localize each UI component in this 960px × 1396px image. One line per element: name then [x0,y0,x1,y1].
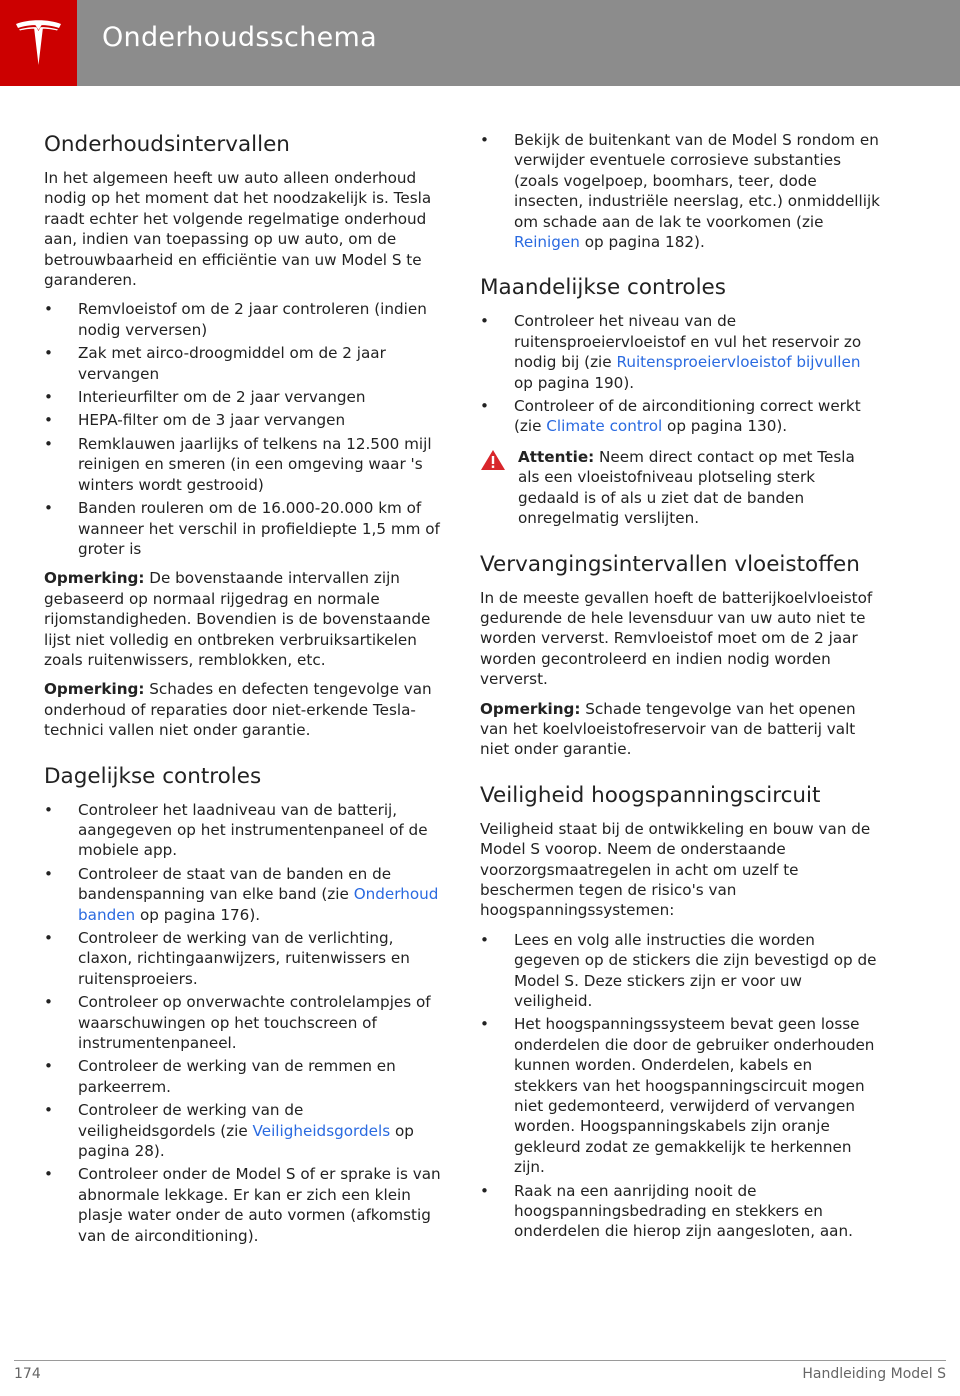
list-item: • Controleer de werking van de remmen en parkeerrem. [44,1057,396,1096]
list-item: • Controleer het laadniveau van de batterij, aangegeven op het instrumentenpaneel of de mobiele app. [44,800,428,860]
list-item: • Controleer de werking van de verlichting, claxon, richtingaanwijzers, ruitenwissers en ruitensproeiers. [44,929,410,988]
list-item: • Lees en volg alle instructies die worden gegeven op de stickers die zijn bevestigd op de Model S. Deze stickers zijn er voor uw veiligheid. [480,930,877,1010]
bullet-icon: • [480,312,489,331]
list-item: • Remvloeistof om de 2 jaar controleren (indien nodig verversen) [44,300,427,339]
bullet-icon: • [480,131,489,149]
bullet-icon: • [44,344,53,363]
link-ruitensproeiervloeistof[interactable]: Ruitensproeiervloeistof bijvullen [616,353,861,372]
right-column [480,130,880,1251]
link-climate-control[interactable]: Climate control [546,417,663,436]
section-heading-daily: Dagelijkse controles [44,763,262,789]
tesla-logo-icon [14,18,63,68]
list-item: • Zak met airco-droogmiddel om de 2 jaar vervangen [44,344,386,383]
section-heading-intervals: Onderhoudsintervallen [44,132,290,157]
bullet-icon: • [44,800,53,819]
page-title: Onderhoudsschema [102,22,377,53]
left-column [44,128,444,1255]
bullet-icon: • [44,1101,53,1120]
daily-list-continued [480,130,880,252]
fluids-text: In de meeste gevallen hoeft de batterijkoelvloeistof gedurende de hele levensduur van uw auto niet te worden ververst. Remvloeistof moet om de 2 jaar worden gecontroleerd en indien nodig worden ververst. [480,588,873,689]
section-heading-monthly: Maandelijkse controles [480,275,726,301]
link-reinigen[interactable]: Reinigen [514,233,580,252]
list-item: • Raak na een aanrijding nooit de hoogspanningsbedrading en stekkers en onderdelen die hierop zijn aangesloten, aan. [480,1181,853,1241]
bullet-icon: • [44,300,53,319]
list-item: • Het hoogspanningssysteem bevat geen losse onderdelen die door de gebruiker onderhouden kunnen worden. Onderdelen, kabels en stekkers van het hoogspanningscircuit mogen niet gedemonteerd, verwijderd of vervangen worden. Hoogspanningskabels zijn oranje gekleurd zodat ze gemakkelijk te herkennen zijn. [480,1015,875,1177]
list-item: • Controleer of de airconditioning correct werkt (zie Climate control op pagina 130). [480,397,861,436]
note-label: Opmerking: [44,569,145,588]
page-header [0,0,960,86]
note-label: Opmerking: [44,680,145,699]
bullet-icon: • [44,993,53,1012]
note-label: Opmerking: [480,699,581,718]
footer-title: Handleiding Model S [802,1366,946,1382]
footer-divider [14,1360,946,1361]
bullet-icon: • [44,1165,53,1184]
bullet-icon: • [44,864,53,883]
bullet-icon: • [480,397,489,416]
page-number: 174 [14,1366,41,1382]
daily-list [44,800,444,1247]
note-paragraph: Opmerking: De bovenstaande intervallen zijn gebaseerd op normaal rijgedrag en normale rijomstandigheden. Bovendien is de bovenstaande lijst niet volledig en ontbreken verbruiksartikelen zoals ruitenwissers, remblokken, etc. [44,569,431,669]
note-paragraph: Opmerking: Schade tengevolge van het openen van het koelvloeistofreservoir van de batterij valt niet onder garantie. [480,699,856,759]
list-item: • Remklauwen jaarlijks of telkens na 12.500 mijl reinigen en smeren (in een omgeving waar 's winters wordt gestrooid) [44,434,432,494]
bullet-icon: • [44,388,53,407]
warning-icon [480,449,506,471]
hv-list [480,930,880,1242]
note-paragraph: Opmerking: Schades en defecten tengevolge van onderhoud of reparaties door niet-erkende Tesla-technici vallen niet onder garantie. [44,680,432,740]
warning-callout: Attentie: Neem direct contact op met Tesla als een vloeistofniveau plotseling sterk gedaald is of als u ziet dat de banden onregelmatig verslijten. [480,447,880,529]
bullet-icon: • [480,1015,489,1034]
bullet-icon: • [44,434,53,453]
intervals-intro: In het algemeen heeft uw auto alleen onderhoud nodig op het moment dat het noodzakelijk is. Tesla raadt echter het volgende regelmatige onderhoud aan, indien van toepassing op uw auto, om de betrouwbaarheid en efficiëntie van uw Model S te garanderen. [44,169,432,290]
list-item: • Interieurfilter om de 2 jaar vervangen [44,388,366,407]
tesla-logo [0,0,77,86]
bullet-icon: • [480,930,489,949]
hv-text: Veiligheid staat bij de ontwikkeling en bouw van de Model S voorop. Neem de onderstaande voorzorgsmaatregelen in acht om uzelf te beschermen tegen de risico's van hoogspanningssystemen: [480,819,871,920]
section-heading-fluids: Vervangingsintervallen vloeistoffen [480,551,860,577]
link-onderhoud-banden[interactable]: Onderhoud banden [78,885,439,924]
list-item: • Controleer onder de Model S of er sprake is van abnormale lekkage. Er kan er zich een klein plasje water onder de auto vormen (afkomstig van de airconditioning). [44,1165,441,1245]
link-veiligheidsgordels[interactable]: Veiligheidsgordels [252,1121,391,1140]
list-item: • Controleer de werking van de veiligheidsgordels (zie Veiligheidsgordels op pagina 28). [44,1101,414,1161]
bullet-icon: • [44,929,53,947]
bullet-icon: • [44,411,53,430]
section-heading-high-voltage: Veiligheid hoogspanningscircuit [480,782,821,808]
monthly-list [480,311,880,436]
intervals-list [44,299,444,559]
list-item: • Controleer op onverwachte controlelampjes of waarschuwingen op het touchscreen of instrumentenpaneel. [44,993,431,1053]
list-item: • Controleer het niveau van de ruitensproeiervloeistof en vul het reservoir zo nodig bij (zie Ruitensproeiervloeistof bijvullen op pagina 190). [480,312,862,392]
list-item: • Bekijk de buitenkant van de Model S rondom en verwijder eventuele corrosieve substanties (zoals vogelpoep, boomhars, teer, dode insecten, industriële neerslag, etc.) onmiddellijk om schade aan de lak te voorkomen (zie Reinigen op pagina 182). [480,131,880,252]
warning-label: Attentie: [518,447,595,466]
list-item: • HEPA-filter om de 3 jaar vervangen [44,411,346,430]
bullet-icon: • [44,499,53,518]
list-item: • Banden rouleren om de 16.000-20.000 km of wanneer het verschil in profieldiepte 1,5 mm of groter is [44,499,440,558]
bullet-icon: • [480,1181,489,1200]
list-item: • Controleer de staat van de banden en de bandenspanning van elke band (zie Onderhoud banden op pagina 176). [44,864,439,924]
bullet-icon: • [44,1057,53,1076]
